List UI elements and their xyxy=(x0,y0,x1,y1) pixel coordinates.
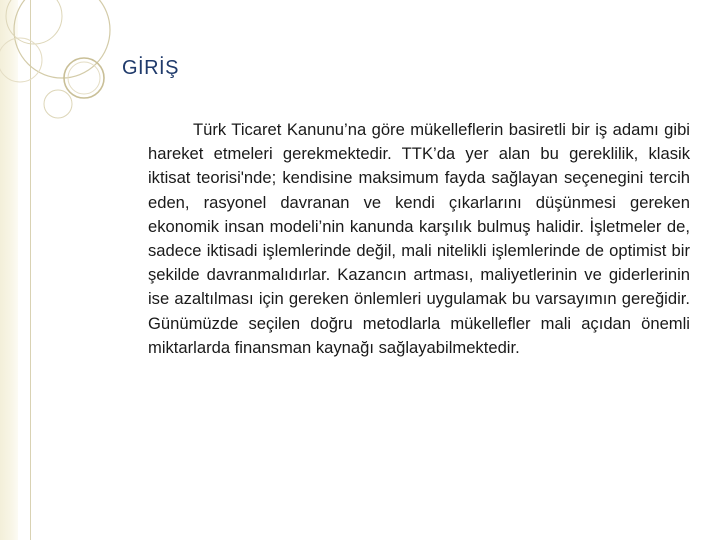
deco-circle xyxy=(64,58,104,98)
deco-circle xyxy=(44,90,72,118)
deco-circle xyxy=(68,62,100,94)
page-title: GİRİŞ xyxy=(122,57,179,79)
body-paragraph: Türk Ticaret Kanunu’na göre mükelleflerin basiretli bir iş adamı gibi hareket etmeleri gerekmektedir. TTK’da yer alan bu gereklilik, klasik iktisat teorisi'nde; kendisine maksimum fayda sağlayan seçenegini tercih eden, rasyonel davranan ve kendi çıkarlarını düşünmesi gereken ekonomik insan modeli’nin kanunda karşılık bulmuş halidir. İşletmeler de, sadece iktisadi işlemlerinde değil, mali nitelikli işlemlerinde de optimist bir şekilde davranmalıdırlar. Kazancın artması, maliyetlerinin ve giderlerinin ise azaltılması için gereken önlemleri uygulamak bu varsayımın gereğidir. Günümüzde seçilen doğru metodlarla mükellefler mali açıdan önemli miktarlarda finansman kaynağı sağlayabilmektedir. xyxy=(148,120,690,357)
decorative-circles xyxy=(0,0,140,160)
deco-circle xyxy=(0,38,42,82)
